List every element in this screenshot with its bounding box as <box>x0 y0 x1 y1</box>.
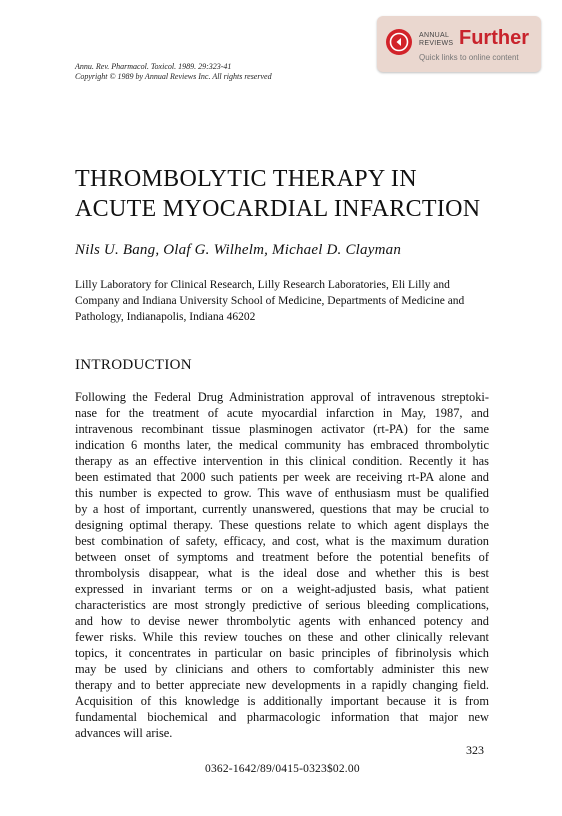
paragraph-line: Following the Federal Drug Administration approval of intravenous streptoki- <box>75 390 489 404</box>
copyright-notice: Copyright © 1989 by Annual Reviews Inc. All rights reserved <box>75 72 272 81</box>
paragraph-line: intravenous recombinant tissue plasminogen activator (rt-PA) for the same <box>75 422 489 436</box>
paragraph-line: may be used by clinicians and others to comfortably administer this new <box>75 662 489 676</box>
page-number: 323 <box>466 743 484 757</box>
paragraph-line: therapy and to better appreciate new developments in a rapidly changing field. <box>75 678 489 692</box>
further-subtitle: Quick links to online content <box>419 53 519 62</box>
article-code: 0362-1642/89/0415-0323$02.00 <box>205 763 360 775</box>
play-arrow-icon <box>386 29 412 55</box>
paragraph-line: indication 6 months later, the medical community has embraced thrombolytic <box>75 438 489 452</box>
article-title <box>75 164 480 224</box>
paragraph-line: and how to devise newer thrombolytic agents with enhanced potency and <box>75 614 489 628</box>
paragraph-line: best combination of safety, efficacy, and cost, what is the maximum duration <box>75 534 489 548</box>
paragraph-line: thrombolysis disappear, what is the ideal dose and whether this is best <box>75 566 489 580</box>
introduction-paragraph <box>75 389 489 741</box>
paragraph-line: fundamental biochemical and pharmacologic information that major new <box>75 710 489 724</box>
affiliation-line: Pathology, Indianapolis, Indiana 46202 <box>75 311 256 323</box>
journal-reference: Annu. Rev. Pharmacol. Toxicol. 1989. 29:323-41 <box>75 62 232 71</box>
paragraph-line: Acquisition of this knowledge is additionally important because it is from <box>75 694 489 708</box>
paragraph-line: fewer risks. While this review touches on these and other clinically relevant <box>75 630 489 644</box>
paragraph-line: topics, it concentrates in particular on basic principles of fibrinolysis which <box>75 646 489 660</box>
further-label: Further <box>459 27 529 49</box>
journal-citation <box>75 62 272 82</box>
paragraph-line: characteristics are most strongly predictive of serious bleeding complications, <box>75 598 489 612</box>
affiliation-line: Company and Indiana University School of Medicine, Departments of Medicine and <box>75 295 465 307</box>
paragraph-line: designing optimal therapy. These questions relate to which agent displays the <box>75 518 489 532</box>
paragraph-line: been estimated that 2000 such patients per week are receiving rt-PA alone and <box>75 470 489 484</box>
paragraph-line: this number is expected to grow. This wave of enthusiasm must be qualified <box>75 486 489 500</box>
paragraph-line: by a host of important, currently unanswered, questions that may be crucial to <box>75 502 489 516</box>
paragraph-line: expressed in invariant terms or on a weight-adjusted basis, what patient <box>75 582 489 596</box>
author-list: Nils U. Bang, Olaf G. Wilhelm, Michael D. Clayman <box>75 242 402 258</box>
paragraph-line: advances will arise. <box>75 726 173 740</box>
annual-reviews-logo-text: ANNUAL REVIEWS <box>419 32 454 47</box>
paragraph-line: between onset of symptoms and treatment before the potential benefits of <box>75 550 489 564</box>
paragraph-line: therapy as an effective intervention in this clinical condition. Recently it has <box>75 454 489 468</box>
section-heading: INTRODUCTION <box>75 357 192 373</box>
paragraph-line: nase for the treatment of acute myocardial infarction in May, 1987, and <box>75 406 489 420</box>
title-line: ACUTE MYOCARDIAL INFARCTION <box>75 196 481 222</box>
annual-reviews-further-badge[interactable] <box>377 16 541 72</box>
affiliation-line: Lilly Laboratory for Clinical Research, Lilly Research Laboratories, Eli Lilly and <box>75 279 450 291</box>
author-affiliation <box>75 277 489 325</box>
title-line: THROMBOLYTIC THERAPY IN <box>75 166 417 192</box>
